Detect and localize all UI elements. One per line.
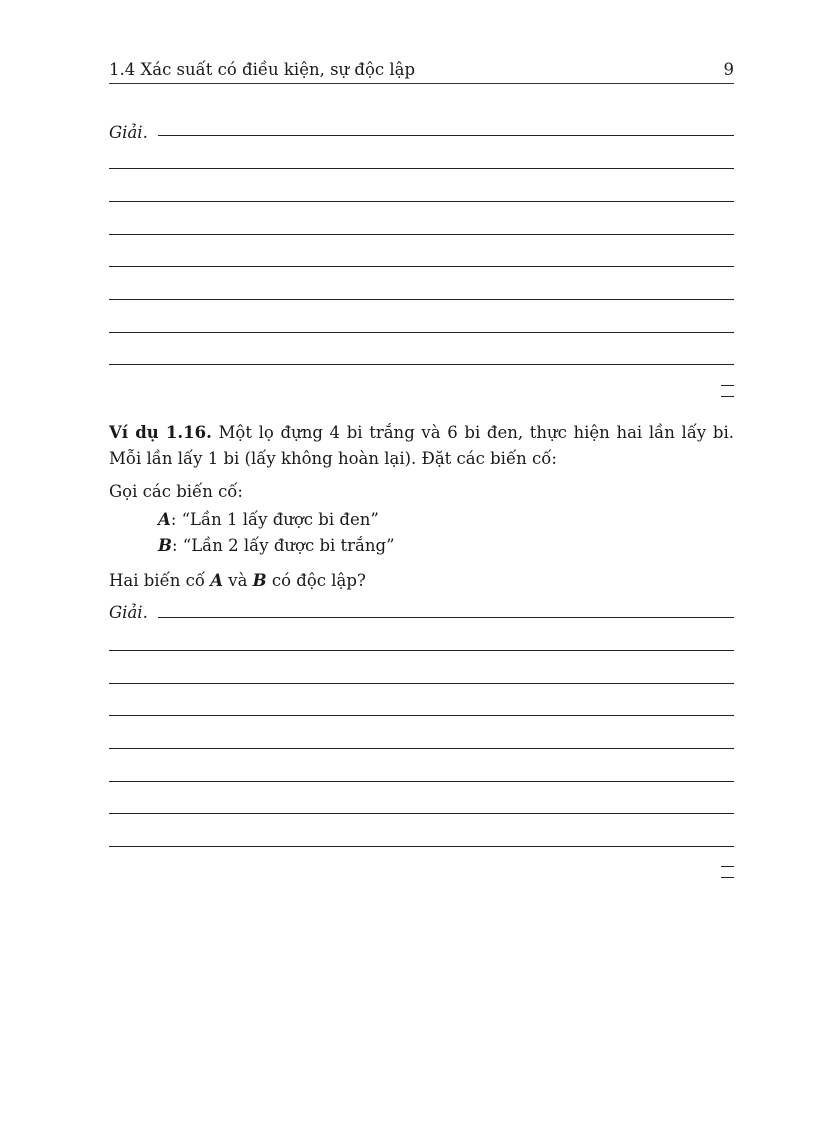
question-prefix: Hai biến cố (109, 571, 211, 590)
answer-line (109, 299, 734, 300)
event-text: : “Lần 2 lấy được bi trắng” (171, 536, 395, 555)
event-var: A (158, 510, 171, 529)
event-var: B (158, 536, 172, 555)
section-title: 1.4 Xác suất có điều kiện, sự độc lập (109, 60, 416, 79)
answer-line (109, 781, 734, 782)
page-number: 9 (723, 60, 734, 79)
answer-line (109, 846, 734, 847)
event-b (158, 535, 395, 557)
example-statement (109, 420, 734, 472)
event-a (158, 509, 379, 531)
solution-label-1: Giải. (109, 123, 148, 142)
qed-symbol (721, 866, 734, 878)
header-rule (109, 83, 734, 84)
solution-label-2: Giải. (109, 603, 148, 622)
question-var-a: A (210, 571, 224, 590)
answer-line (158, 617, 734, 618)
question-var-b: B (252, 571, 267, 590)
answer-line (109, 748, 734, 749)
example-label: Ví dụ 1.16. (109, 423, 212, 442)
answer-line (109, 332, 734, 333)
answer-line (109, 364, 734, 365)
question-mid: và (223, 571, 253, 590)
answer-line (109, 168, 734, 169)
answer-line (109, 234, 734, 235)
question (109, 570, 366, 592)
event-text: : “Lần 1 lấy được bi đen” (170, 510, 379, 529)
events-intro: Gọi các biến cố: (109, 482, 243, 501)
answer-line (109, 715, 734, 716)
qed-symbol (721, 385, 734, 397)
question-suffix: có độc lập? (266, 571, 366, 590)
answer-line (109, 813, 734, 814)
answer-line (109, 683, 734, 684)
answer-line (158, 135, 734, 136)
answer-line (109, 266, 734, 267)
example-text: Một lọ đựng 4 bi trắng và 6 bi đen, thực hiện hai lần lấy bi. Mỗi lần lấy 1 bi (lấy không hoàn lại). Đặt các biến cố: (109, 423, 734, 468)
answer-line (109, 650, 734, 651)
answer-line (109, 201, 734, 202)
